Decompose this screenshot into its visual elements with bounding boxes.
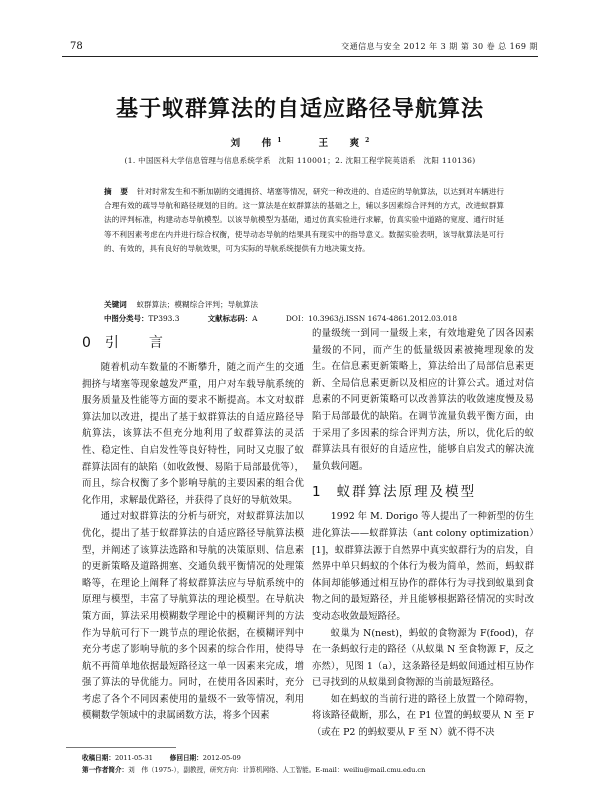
affiliation-mark: 1 bbox=[277, 136, 282, 144]
paragraph: 随着机动车数量的不断攀升，随之而产生的交通拥挤与堵塞等现象越发严重，用户对车载导航系统的服务质量及性能等方面的要求不断提高。本文对蚁群算法加以改进，提出了基于蚁群算法的自适应路径导航算法，该算法不但充分地利用了蚁群算法的灵活性、稳定性、自启发性等良好特性，同时又克服了蚁群算法固有的缺陷（如收敛慢、易陷于局部最优等），而且，综合权衡了多个影响导航的主要因素的组合优化作用，求解最优路径，并获得了良好的导航效果。 bbox=[82, 362, 304, 506]
received-label: 收稿日期： bbox=[82, 754, 115, 762]
received-date: 2011-05-31 bbox=[114, 754, 153, 762]
section-title: 蚁群算法原理及模型 bbox=[336, 484, 477, 501]
footnote-author bbox=[82, 765, 562, 776]
keywords bbox=[104, 298, 544, 312]
paragraph: 1992 年 M. Dorigo 等人提出了一种新型的仿生进化算法——蚁群算法（ant colony optimization）[1]，蚁群算法源于自然界中真实蚁群行为的启发，自然界中单只蚂蚁的个体行为极为简单，然而，蚂蚁群体间却能够通过相互协作的群体行为寻找到蚁巢到食物之间的最短路径，并且能够根据路径情况的实时改变动态收敛最短路径。 bbox=[312, 511, 534, 622]
author-bio: 刘 伟（1975-），副教授，研究方向：计算机网络、人工智能。E-mail：weiliu@mail.cmu.edu.cn bbox=[128, 766, 426, 774]
clc-label: 中图分类号： bbox=[104, 314, 149, 323]
footnote-dates bbox=[82, 753, 562, 764]
affiliation: (1. 中国医科大学信息管理与信息系统学系 沈阳 110001；2. 沈阳工程学院英语系 沈阳 110136) bbox=[124, 156, 476, 165]
left-column bbox=[82, 328, 304, 725]
journal-info: 交通信息与安全 2012 年 3 期 第 30 卷 总 169 期 bbox=[341, 42, 538, 51]
section-title: 引 言 bbox=[104, 335, 171, 351]
abstract bbox=[104, 185, 504, 256]
revised-date: 2012-05-09 bbox=[202, 754, 241, 762]
affiliation-mark: 2 bbox=[365, 136, 370, 144]
section-number: 0 bbox=[82, 335, 91, 351]
doi-label: DOI： bbox=[285, 314, 309, 323]
author-name: 王 爽 bbox=[318, 138, 366, 149]
clc-value: TP393.3 bbox=[148, 314, 180, 323]
right-column bbox=[312, 326, 534, 742]
keywords-label: 关键词 bbox=[104, 300, 127, 309]
section-heading-intro bbox=[82, 332, 304, 354]
section-heading-1 bbox=[312, 481, 534, 503]
keywords-text: 蚁群算法；模糊综合评判；导航算法 bbox=[136, 300, 258, 309]
running-header bbox=[62, 40, 538, 57]
paper-title: 基于蚁群算法的自适应路径导航算法 bbox=[115, 97, 484, 122]
author-bio-label: 第一作者简介： bbox=[82, 766, 129, 774]
paragraph: 如在蚂蚁的当前行进的路径上放置一个障碍物，将该路径截断，那么，在 P1 位置的蚂蚁要从 N 至 F（或在 P2 的蚂蚁要从 F 至 N）就不得不决 bbox=[312, 693, 534, 739]
page-number: 78 bbox=[70, 41, 83, 52]
paragraph: 通过对蚁群算法的分析与研究，对蚁群算法加以优化，提出了基于蚁群算法的自适应路径导航算法模型，并阐述了该算法选路和导航的决策原则、信息素的更新策略及道路拥塞、交通负载平衡情况的处理策略等，在理论上阐释了将蚁群算法应与导航系统中的原理与模型，丰富了导航算法的理论模型。在导航决策方面，算法采用模糊数学理论中的模糊评判的方法作为导航可行下一跳节点的理论依据，在模糊评判中充分考虑了影响导航的多个因素的综合作用，使得导航不再简单地依据最短路径这一单一因素来完成，增强了算法的导优能力。同时，在使用各因素时，充分考虑了各个不同因素使用的量级不一致等情况，利用模糊数学领域中的隶属函数方法，将多个因素 bbox=[82, 511, 304, 722]
doc-code-value: A bbox=[252, 314, 258, 323]
abstract-label: 摘 要 bbox=[104, 187, 131, 196]
doc-code-label: 文献标志码： bbox=[207, 314, 253, 323]
section-number: 1 bbox=[312, 484, 323, 501]
author-name: 刘 伟 bbox=[230, 138, 278, 149]
paragraph-continuation: 的量级统一到同一量级上来，有效地避免了因各因素量级的不同，而产生的低量级因素被掩埋现象的发生。在信息素更新策略上，算法给出了局部信息素更新、全局信息素更新以及相应的计算公式。通过对信息素的不同更新策略可以改善算法的收敛速度慢及易陷于局部最优的缺陷。在调节流量负载平衡方面，由于采用了多因素的综合评判方法，所以，优化后的蚁群算法具有很好的自适应性，能够自启发式的解决流量负载问题。 bbox=[312, 328, 534, 472]
paragraph: 蚁巢为 N(nest)，蚂蚁的食物源为 F(food)，存在一条蚂蚁行走的路径（从蚁巢 N 至食物源 F，反之亦然），见图 1（a），这条路径是蚂蚁间通过相互协作已寻找到的从蚁巢到食物源的当前最短路径。 bbox=[312, 627, 534, 689]
classification-line bbox=[104, 312, 544, 326]
revised-label: 修回日期： bbox=[169, 754, 203, 762]
doi-value: 10.3963/j.ISSN 1674-4861.2012.03.018 bbox=[308, 314, 458, 323]
author-list bbox=[0, 135, 600, 149]
footnote-divider bbox=[66, 747, 176, 748]
abstract-text: 针对时常发生和不断加剧的交通拥挤、堵塞等情况，研究一种改进的、自适应的导航算法，以达到对车辆进行合理有效的疏导导航和路径规划的目的。这一算法是在蚁群算法的基础之上，辅以多因素综合评判的方式，改进蚁群算法的评判标准，构建动态导航模型。以该导航模型为基础，通过仿真实验进行求解，仿真实验中道路的宽度、通行时延等不利因素考虑在内并进行综合权衡，使导动态导航的结果具有现实中的指导意义。数据实验表明，该导航算法是可行的、有效的，具有良好的导航效果，可为实际的导航系统提供有力地决策支持。 bbox=[104, 187, 504, 253]
